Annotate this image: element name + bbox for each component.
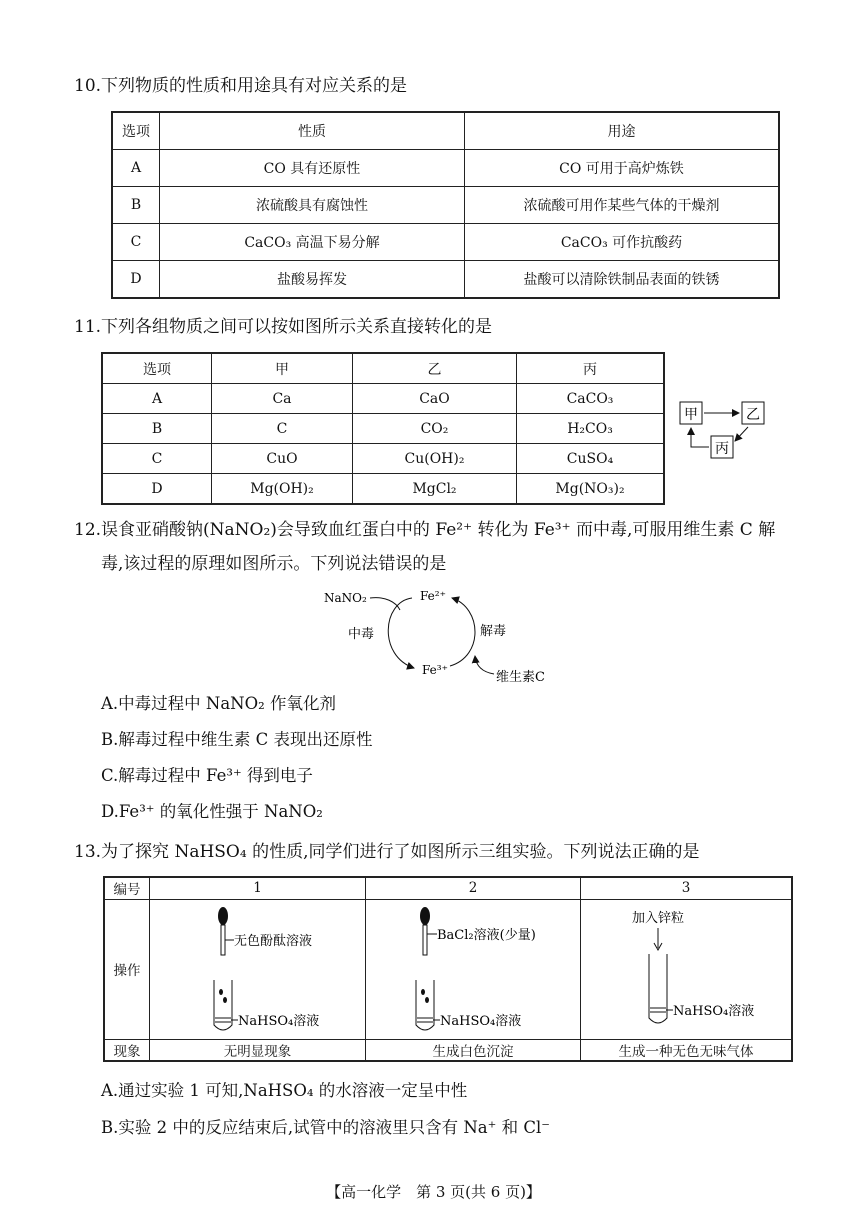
exp2-operation bbox=[366, 899, 581, 1039]
col-header-option: 选项 bbox=[102, 353, 212, 384]
poison-label: 中毒 bbox=[348, 627, 375, 642]
row-property: CaCO₃ 高温下易分解 bbox=[160, 224, 465, 261]
q11-conversion-diagram bbox=[676, 396, 776, 464]
row-jia: C bbox=[212, 414, 353, 444]
nano2-label: NaNO₂ bbox=[324, 591, 367, 605]
q13-option-b: B.实验 2 中的反应结束后,试管中的溶液里只含有 Na⁺ 和 Cl⁻ bbox=[101, 1118, 550, 1137]
row-option: C bbox=[112, 224, 160, 261]
row-yi: Cu(OH)₂ bbox=[353, 444, 517, 474]
row-label-operation: 操作 bbox=[104, 899, 150, 1039]
row-label-phenomenon: 现象 bbox=[104, 1039, 150, 1061]
q11-stem: 11.下列各组物质之间可以按如图所示关系直接转化的是 bbox=[74, 317, 493, 337]
col-header-property: 性质 bbox=[160, 112, 465, 150]
arrow-vitamin-c-input bbox=[475, 656, 494, 674]
exp1-operation bbox=[150, 899, 366, 1039]
row-property: CO 具有还原性 bbox=[160, 150, 465, 187]
row-option: A bbox=[102, 384, 212, 414]
table-header-row bbox=[102, 353, 664, 384]
dropper-tube bbox=[221, 925, 225, 955]
row-property: 盐酸易挥发 bbox=[160, 261, 465, 299]
q12-option-d: D.Fe³⁺ 的氧化性强于 NaNO₂ bbox=[101, 802, 323, 821]
row-use: 盐酸可以清除铁制品表面的铁锈 bbox=[465, 261, 780, 299]
row-label-number: 编号 bbox=[104, 877, 150, 899]
yi-label: 乙 bbox=[746, 407, 760, 423]
table-header-row bbox=[112, 112, 779, 150]
table-header-row bbox=[104, 877, 792, 899]
row-use: CO 可用于高炉炼铁 bbox=[465, 150, 780, 187]
q12-option-c: C.解毒过程中 Fe³⁺ 得到电子 bbox=[101, 766, 313, 785]
q12-option-b: B.解毒过程中维生素 C 表现出还原性 bbox=[101, 730, 373, 749]
exp1-reagent-label: 无色酚酞溶液 bbox=[233, 933, 312, 949]
table-row bbox=[102, 414, 664, 444]
q13-option-a: A.通过实验 1 可知,NaHSO₄ 的水溶液一定呈中性 bbox=[101, 1081, 468, 1100]
row-bing: Mg(NO₃)₂ bbox=[517, 474, 665, 505]
row-option: D bbox=[102, 474, 212, 505]
exp1-number: 1 bbox=[150, 877, 366, 899]
operation-row bbox=[104, 899, 792, 1039]
exp3-operation bbox=[581, 899, 793, 1039]
row-jia: Mg(OH)₂ bbox=[212, 474, 353, 505]
table-row bbox=[112, 187, 779, 224]
exp2-reagent-label: BaCl₂溶液(少量) bbox=[437, 927, 536, 943]
q12-stem-line1: 12.误食亚硝酸钠(NaNO₂)会导致血红蛋白中的 Fe²⁺ 转化为 Fe³⁺ 而中毒,可服用维生素 C 解 bbox=[74, 520, 776, 540]
exp3-number: 3 bbox=[581, 877, 793, 899]
dropper-tube bbox=[423, 925, 427, 955]
row-jia: Ca bbox=[212, 384, 353, 414]
fe3-label: Fe³⁺ bbox=[422, 663, 448, 677]
droplet bbox=[223, 997, 227, 1003]
row-bing: H₂CO₃ bbox=[517, 414, 665, 444]
vitamin-c-label: 维生素C bbox=[496, 670, 545, 685]
dropper-bulb bbox=[218, 907, 228, 925]
bing-label: 丙 bbox=[715, 441, 729, 457]
q13-table bbox=[103, 876, 793, 1062]
table-row bbox=[102, 474, 664, 505]
exp1-dropper-illustration bbox=[158, 900, 358, 1035]
col-header-option: 选项 bbox=[112, 112, 160, 150]
q12-cycle-diagram bbox=[310, 582, 570, 692]
table-row bbox=[112, 261, 779, 299]
row-bing: CuSO₄ bbox=[517, 444, 665, 474]
col-header-use: 用途 bbox=[465, 112, 780, 150]
exp2-solution-label: NaHSO₄溶液 bbox=[440, 1013, 522, 1029]
droplet bbox=[421, 989, 425, 995]
row-property: 浓硫酸具有腐蚀性 bbox=[160, 187, 465, 224]
dropper-bulb bbox=[420, 907, 430, 925]
arrow-bing-to-jia bbox=[691, 428, 709, 447]
row-option: A bbox=[112, 150, 160, 187]
q13-stem: 13.为了探究 NaHSO₄ 的性质,同学们进行了如图所示三组实验。下列说法正确的是 bbox=[74, 842, 700, 862]
row-jia: CuO bbox=[212, 444, 353, 474]
q12-option-a: A.中毒过程中 NaNO₂ 作氧化剂 bbox=[101, 694, 337, 713]
row-option: C bbox=[102, 444, 212, 474]
row-yi: CaO bbox=[353, 384, 517, 414]
q12-stem-line2: 毒,该过程的原理如图所示。下列说法错误的是 bbox=[101, 554, 447, 574]
test-tube bbox=[649, 954, 667, 1023]
q10-table bbox=[111, 111, 780, 299]
arrow-fe2-to-fe3 bbox=[388, 598, 414, 668]
q10-stem: 10.下列物质的性质和用途具有对应关系的是 bbox=[74, 76, 408, 96]
droplet bbox=[219, 989, 223, 995]
row-yi: MgCl₂ bbox=[353, 474, 517, 505]
table-row bbox=[102, 384, 664, 414]
exp2-dropper-illustration bbox=[373, 900, 573, 1035]
exp2-number: 2 bbox=[366, 877, 581, 899]
exp1-phenomenon: 无明显现象 bbox=[150, 1039, 366, 1061]
col-header-jia: 甲 bbox=[212, 353, 353, 384]
exp3-zinc-illustration bbox=[586, 900, 786, 1035]
exp3-solution-label: NaHSO₄溶液 bbox=[673, 1003, 755, 1019]
table-row bbox=[112, 150, 779, 187]
detox-label: 解毒 bbox=[480, 624, 507, 639]
droplet bbox=[425, 997, 429, 1003]
q11-table bbox=[101, 352, 665, 505]
fe2-label: Fe²⁺ bbox=[420, 589, 446, 603]
arrow-yi-to-bing bbox=[735, 427, 748, 441]
row-use: CaCO₃ 可作抗酸药 bbox=[465, 224, 780, 261]
exp2-phenomenon: 生成白色沉淀 bbox=[366, 1039, 581, 1061]
page-footer: 【高一化学 第 3 页(共 6 页)】 bbox=[326, 1183, 541, 1201]
exp3-reagent-label: 加入锌粒 bbox=[632, 910, 685, 926]
row-use: 浓硫酸可用作某些气体的干燥剂 bbox=[465, 187, 780, 224]
row-option: B bbox=[112, 187, 160, 224]
row-option: D bbox=[112, 261, 160, 299]
arrow-fe3-to-fe2 bbox=[450, 598, 475, 666]
jia-label: 甲 bbox=[684, 407, 698, 423]
col-header-bing: 丙 bbox=[517, 353, 665, 384]
row-yi: CO₂ bbox=[353, 414, 517, 444]
table-row bbox=[102, 444, 664, 474]
col-header-yi: 乙 bbox=[353, 353, 517, 384]
row-option: B bbox=[102, 414, 212, 444]
exp1-solution-label: NaHSO₄溶液 bbox=[237, 1013, 319, 1029]
exp3-phenomenon: 生成一种无色无味气体 bbox=[581, 1039, 793, 1061]
table-row bbox=[112, 224, 779, 261]
row-bing: CaCO₃ bbox=[517, 384, 665, 414]
phenomenon-row bbox=[104, 1039, 792, 1061]
